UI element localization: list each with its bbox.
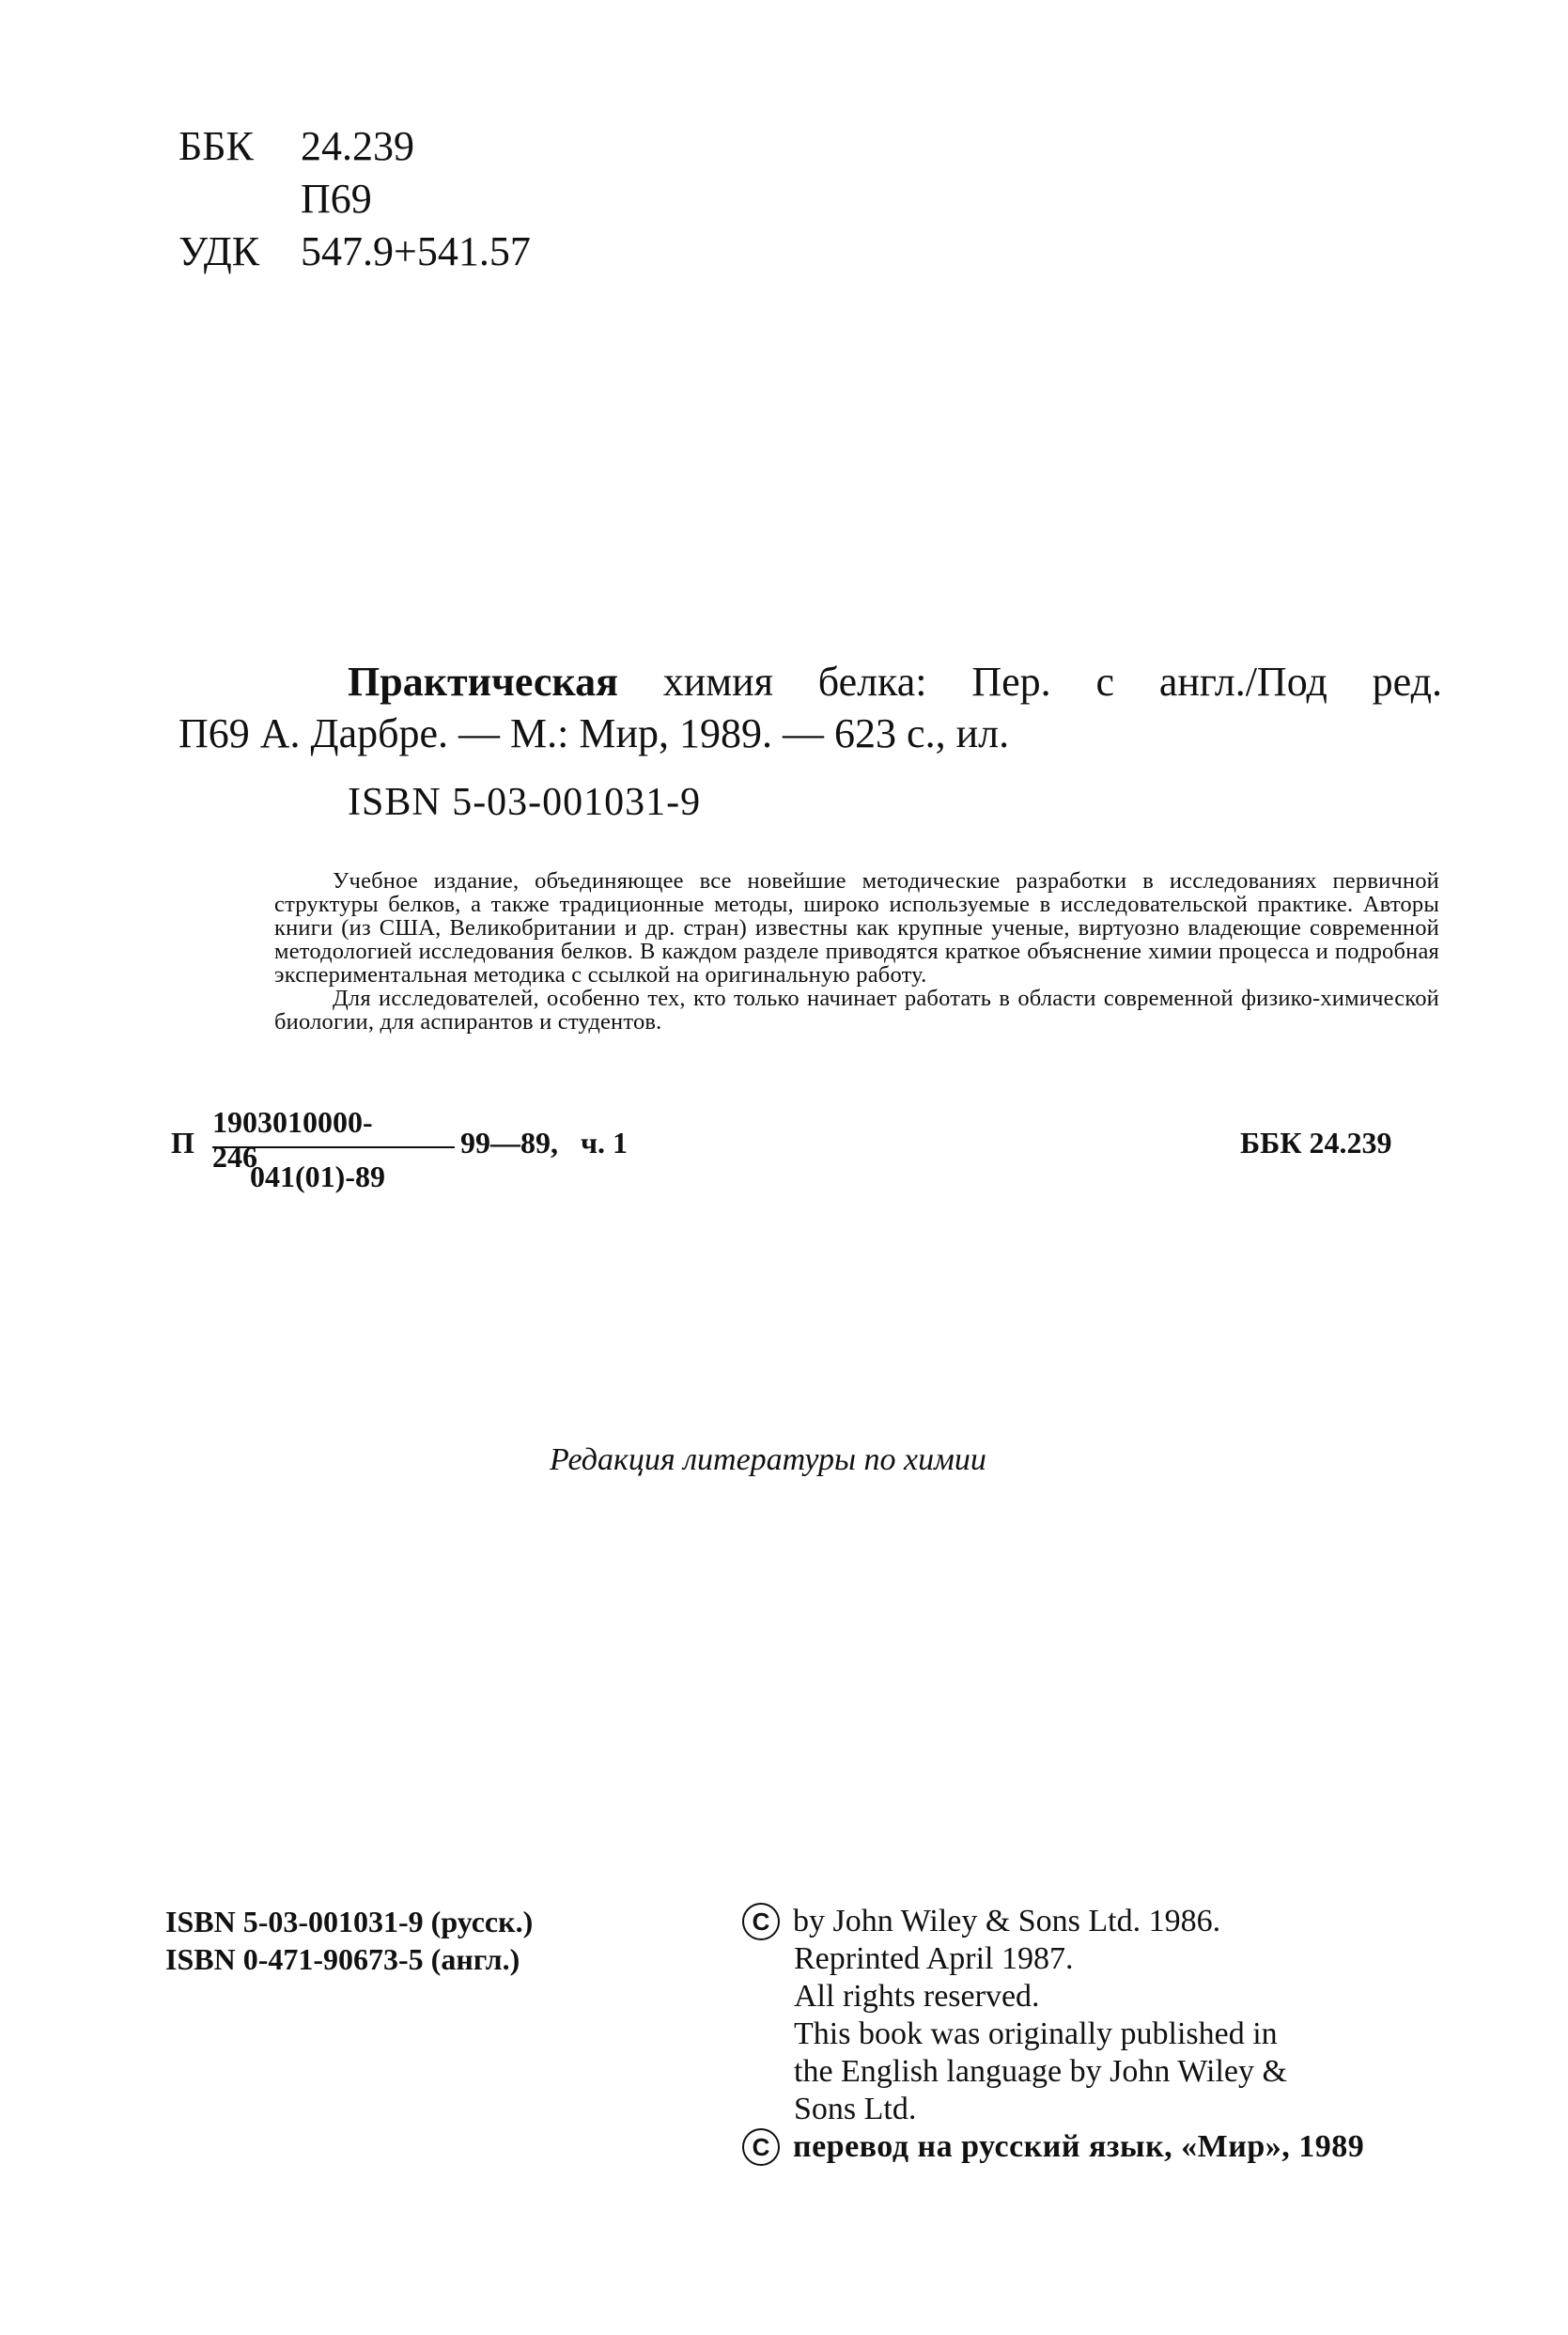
- classification-codes: [179, 120, 531, 278]
- entry-word: англ./Под: [1158, 659, 1327, 705]
- entry-word: с: [1095, 659, 1115, 705]
- index-prefix: П: [171, 1126, 194, 1160]
- index-denominator: 041(01)-89: [250, 1160, 385, 1193]
- copyright-icon: C: [742, 1903, 780, 1940]
- bbk-value: 24.239: [301, 123, 414, 169]
- author-mark: П69: [301, 176, 372, 222]
- isbn-list: [165, 1903, 533, 1978]
- copyright-text-4: This book was originally published in: [794, 2016, 1278, 2051]
- annotation: [274, 869, 1439, 1034]
- entry-isbn: ISBN 5-03-001031-9: [348, 781, 702, 824]
- fraction-bar: [212, 1146, 455, 1148]
- translation-copyright-line: [742, 2128, 1364, 2166]
- copyright-block: [742, 1903, 1364, 2166]
- isbn-english: ISBN 0-471-90673-5 (англ.): [165, 1942, 520, 1976]
- index-numerator: 1903010000-246: [212, 1105, 373, 1174]
- copyright-text-2: Reprinted April 1987.: [794, 1941, 1074, 1976]
- copyright-text-1: by John Wiley & Sons Ltd. 1986.: [793, 1904, 1221, 1938]
- entry-line2: А. Дарбре. — М.: Мир, 1989. — 623 с., ил.: [259, 710, 1010, 756]
- entry-word: белка:: [817, 659, 927, 705]
- entry-word: Пер.: [971, 659, 1051, 705]
- index-bbk: ББК 24.239: [1240, 1126, 1392, 1160]
- entry-word: ред.: [1372, 659, 1442, 705]
- copyright-text-3: All rights reserved.: [794, 1979, 1040, 2014]
- annotation-paragraph-1: Учебное издание, объединяющее все новейшие методические разработки в исследованиях первичной структуры белков, а также традиционные методы, широко используемые в исследовательской практике. Авторы книги (из США, Великобритании и др. стран) известны как крупные ученые, виртуозно владеющие современной методологией исследования белков. В каждом разделе приводятся краткое объяснение химии процесса и подробная экспериментальная методика с ссылкой на оригинальную работу.: [274, 868, 1439, 988]
- copyright-text-5: the English language by John Wiley &: [794, 2054, 1287, 2089]
- entry-mark: П69: [179, 710, 250, 756]
- isbn-russian: ISBN 5-03-001031-9 (русск.): [165, 1905, 534, 1938]
- entry-word: химия: [662, 659, 773, 705]
- copyright-line: [742, 1903, 1364, 1940]
- editorial-office: Редакция литературы по химии: [550, 1442, 986, 1477]
- index-suffix: 99—89, ч. 1: [460, 1126, 629, 1160]
- bbk-row: [179, 120, 531, 173]
- udk-value: 547.9+541.57: [301, 228, 531, 274]
- entry-second-line: [179, 709, 1009, 758]
- copyright-text-7: перевод на русский язык, «Мир», 1989: [793, 2129, 1365, 2164]
- bbk-label: ББК: [179, 123, 254, 169]
- entry-title-line: [348, 658, 1442, 707]
- copyright-icon: C: [742, 2128, 780, 2166]
- entry-title-bold: Практическая: [348, 659, 618, 705]
- udk-row: [179, 226, 531, 278]
- annotation-paragraph-2: Для исследователей, особенно тех, кто только начинает работать в области современной физико-химической биологии, для аспирантов и студентов.: [274, 986, 1439, 1035]
- author-mark-row: [179, 173, 531, 226]
- udk-label: УДК: [179, 228, 260, 274]
- copyright-text-6: Sons Ltd.: [794, 2092, 917, 2126]
